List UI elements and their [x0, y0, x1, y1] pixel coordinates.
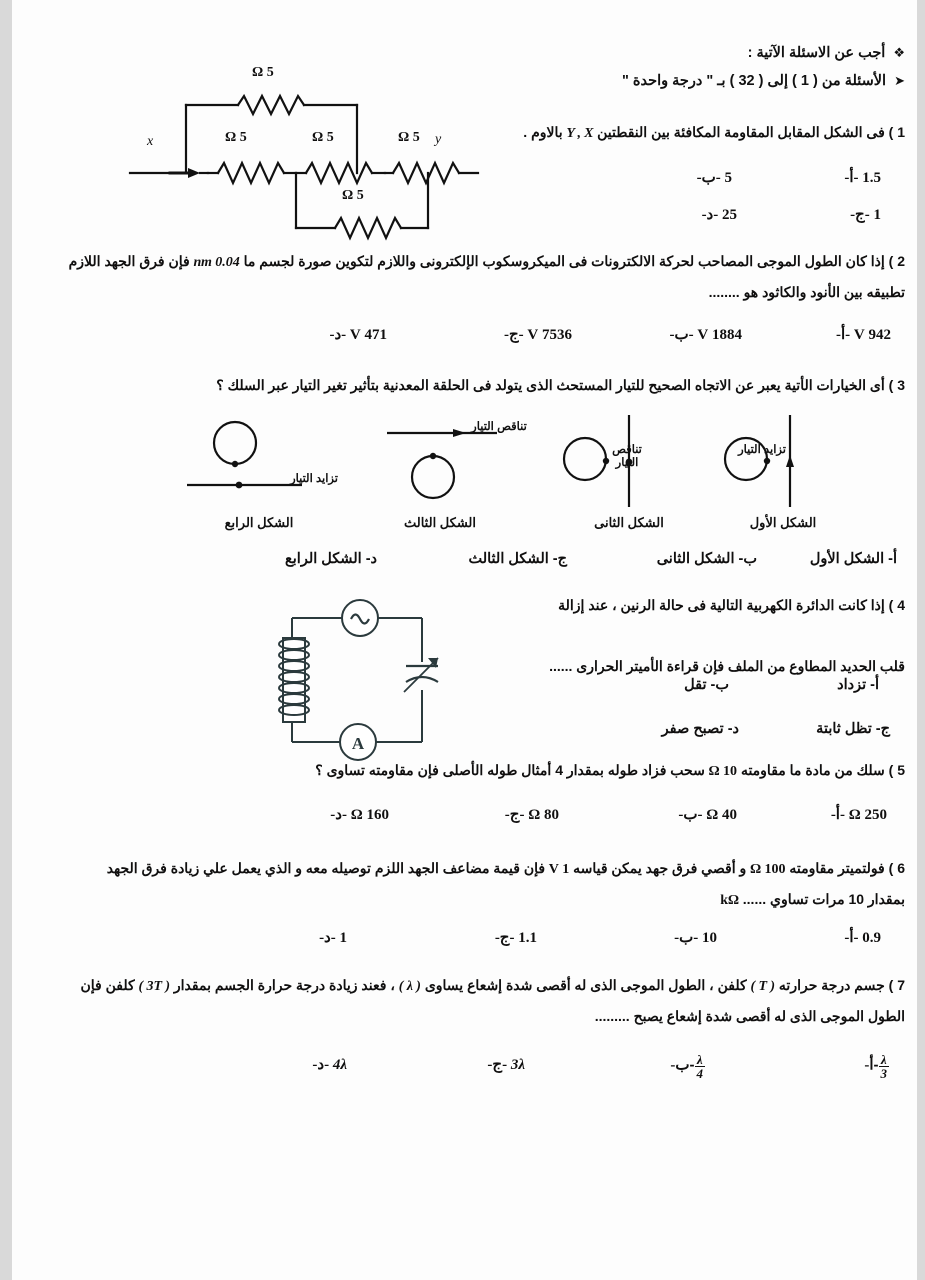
figure-two-caption: الشكل الثانى — [594, 515, 664, 530]
resistor-network-diagram — [130, 68, 480, 248]
question-7-option-d[interactable]: 4λ -د- — [312, 1057, 347, 1073]
option-b-value: تقل — [684, 677, 707, 693]
option-c-value: 1.1 — [518, 930, 537, 946]
question-5-option-a[interactable]: 250 Ω -أ- — [830, 807, 887, 823]
header-note-text: الأسئلة من ( 1 ) إلى ( 32 ) بـ " درجة واحدة " — [622, 73, 887, 89]
question-5-option-b[interactable]: 40 Ω -ب- — [678, 807, 737, 823]
paper-sheet — [12, 0, 917, 1280]
option-b-label: ب- — [696, 170, 716, 186]
figure-one-current-label: تزايد التيار — [738, 444, 786, 456]
figure-two-group — [547, 415, 697, 535]
question-2-line1 — [69, 253, 905, 271]
option-a-value: 942 V — [853, 327, 891, 343]
option-d-label: د- — [312, 1057, 325, 1073]
question-5-text — [315, 762, 905, 780]
header-instruction-text: أجب عن الاسئلة الآتية : — [747, 45, 886, 61]
option-d-label: د- — [727, 721, 739, 737]
question-1-option-a[interactable]: 1.5 -أ- — [844, 170, 881, 186]
option-c-label: ج- — [850, 207, 865, 223]
question-4-line2: قلب الحديد المطاوع من الملف فإن قراءة الأميتر الحرارى ...... — [549, 658, 905, 674]
option-b-value: الشكل الثانى — [656, 551, 735, 567]
question-2-line2: تطبيقه بين الأنود والكاثود هو ........ — [708, 284, 905, 300]
option-d-label: د- — [329, 327, 342, 343]
question-7-stem-c: ، فعند زيادة درجة حرارة الجسم بمقدار — [173, 977, 395, 993]
option-a-label: أ- — [864, 1057, 874, 1074]
question-7-line1 — [80, 977, 905, 995]
option-c-label: ج- — [503, 327, 519, 343]
figure-three-current-label: تناقص التيار — [471, 421, 527, 433]
figure-three-caption: الشكل الثالث — [404, 515, 476, 530]
header-instruction-row — [748, 45, 905, 61]
figure-four-caption: الشكل الرابع — [224, 515, 294, 530]
option-a-value: 1.5 — [862, 170, 881, 186]
header-note-row — [622, 73, 905, 89]
question-4-figure — [270, 600, 450, 765]
option-d-value: 4λ — [332, 1057, 347, 1073]
option-a-label: أ- — [870, 677, 879, 693]
question-7-option-c[interactable]: 3λ -ج- — [487, 1057, 525, 1073]
question-3-text: 3 ) أى الخيارات الأتية يعبر عن الاتجاه الصحيح للتيار المستحث الذى يتولد فى الحلقة المعدنية بتأثير تغير التيار عبر السلك ؟ — [216, 377, 905, 393]
option-d-label: د- — [701, 207, 714, 223]
question-6-stem: 6 ) فولتميتر مقاومته — [789, 860, 905, 876]
ammeter-label: A — [351, 734, 365, 753]
resistor-label-middle: 5 Ω — [312, 130, 334, 145]
question-6-line2 — [720, 891, 905, 909]
question-1-option-c[interactable]: 1 -ج- — [850, 207, 881, 223]
arrow-bullet-icon: ➤ — [894, 73, 905, 88]
option-b-label: ب- — [738, 551, 757, 567]
option-d-value: 160 Ω — [350, 807, 389, 823]
question-5-stem-tail: سحب فزاد طوله بمقدار 4 أمثال طوله الأصلى فإن مقاومته تساوى ؟ — [315, 762, 705, 778]
question-7-symbol-T: ( T ) — [750, 979, 776, 994]
option-d-value: الشكل الرابع — [285, 551, 362, 567]
option-c-value: 1 — [873, 207, 881, 223]
option-c-value: 80 Ω — [528, 807, 559, 823]
option-a-value: تزداد — [837, 677, 867, 693]
question-5-stem: 5 ) سلك من مادة ما مقاومته — [740, 762, 905, 778]
option-d-label: د- — [365, 551, 377, 567]
question-7-symbol-3T: ( 3T ) — [138, 979, 171, 994]
option-a-value: 0.9 — [862, 930, 881, 946]
question-4-option-a[interactable] — [837, 677, 879, 694]
question-6-option-c[interactable]: 1.1 -ج- — [494, 930, 537, 946]
question-3-option-d[interactable] — [285, 551, 377, 568]
question-3-option-b[interactable] — [657, 551, 757, 568]
resistor-label-bottom: 5 Ω — [342, 188, 364, 203]
option-d-value: 1 — [339, 930, 347, 946]
question-7-option-a[interactable]: $\frac{\lambda}{3}$ -أ- — [864, 1052, 887, 1081]
option-c-value: تظل ثابتة — [816, 721, 872, 737]
option-b-label: ب- — [674, 930, 694, 946]
question-7-stem: 7 ) جسم درجة حرارته — [778, 977, 905, 993]
question-1-symbols: Y , X — [566, 126, 594, 141]
question-2-wavelength-value: 0.04 nm — [193, 255, 240, 270]
question-6-option-b[interactable]: 10 -ب- — [674, 930, 717, 946]
question-3-figures — [152, 415, 852, 535]
question-5-option-d[interactable]: 160 Ω -د- — [330, 807, 389, 823]
question-6-option-a[interactable]: 0.9 -أ- — [844, 930, 881, 946]
question-2-option-b[interactable]: 1884 V -ب- — [669, 327, 742, 343]
option-c-label: ج- — [552, 551, 567, 567]
option-b-fraction — [695, 1053, 706, 1080]
question-4-line1: 4 ) إذا كانت الدائرة الكهربية التالية فى حالة الرنين ، عند إزالة — [558, 597, 905, 613]
question-5-option-c[interactable]: 80 Ω -ج- — [504, 807, 559, 823]
question-2-stem: 2 ) إذا كان الطول الموجى المصاحب لحركة الالكترونات فى الميكروسكوب الإلكترونى واللازم لتكوين صورة لجسم ما — [243, 253, 905, 269]
question-3-option-a[interactable] — [810, 551, 897, 568]
option-b-label: ب- — [678, 807, 698, 823]
question-7-stem-b: كلفن ، الطول الموجى الذى له أقصى شدة إشعاع يساوى — [424, 977, 747, 993]
question-4-option-d[interactable] — [662, 721, 739, 738]
figure-two-current-label: تناقص التيار — [612, 444, 642, 469]
figure-four-diagram — [167, 415, 347, 510]
option-c-value: 7536 V — [527, 327, 572, 343]
resistor-label-right: 5 Ω — [398, 130, 420, 145]
resistor-label-left: 5 Ω — [225, 130, 247, 145]
option-c-value: 3λ — [510, 1057, 525, 1073]
option-c-label: ج- — [875, 721, 890, 737]
question-2-option-c[interactable]: 7536 V -ج- — [503, 327, 572, 343]
option-b-label: ب- — [710, 677, 729, 693]
question-5-resistance-value: 10 Ω — [708, 764, 738, 779]
option-a-label: أ- — [888, 551, 897, 567]
option-a-fraction — [879, 1053, 890, 1080]
figure-four-current-label: تزايد التيار — [290, 473, 338, 485]
option-a-numerator: λ — [880, 1052, 887, 1067]
lcr-resonance-circuit-diagram — [270, 600, 450, 765]
option-c-value: الشكل الثالث — [468, 551, 549, 567]
question-6-resistance-value: 100 Ω — [749, 862, 786, 877]
question-6-option-d[interactable]: 1 -د- — [319, 930, 347, 946]
question-2-option-a[interactable]: 942 V -أ- — [835, 327, 891, 343]
option-c-label: ج- — [504, 807, 520, 823]
option-d-value: 25 — [722, 207, 737, 223]
diamond-bullet-icon: ❖ — [893, 45, 905, 60]
figure-four-group — [167, 415, 347, 535]
figure-one-group — [712, 415, 852, 535]
option-d-label: د- — [330, 807, 342, 823]
question-6-line2-text: بمقدار 10 مرات تساوي ...... — [742, 891, 905, 907]
resistor-label-top: 5 Ω — [252, 65, 274, 80]
option-a-label: أ- — [844, 930, 854, 946]
question-4-option-b[interactable] — [684, 677, 729, 694]
option-a-label: أ- — [835, 327, 846, 343]
question-1-text — [523, 124, 905, 142]
option-a-label: أ- — [830, 807, 840, 823]
node-label-x: x — [147, 134, 154, 149]
question-6-stem-mid: و أقصي فرق جهد يمكن قياسه — [573, 860, 747, 876]
option-b-value: 40 Ω — [706, 807, 737, 823]
question-1-tail: بالاوم . — [523, 124, 563, 140]
question-4-option-c[interactable] — [816, 721, 890, 738]
option-b-value: 5 — [724, 170, 732, 186]
question-6-stem-tail: فإن قيمة مضاعف الجهد اللزم توصيله معه و الذي يعمل علي زيادة فرق الجهد — [106, 860, 546, 876]
question-1-option-b[interactable]: 5 -ب- — [696, 170, 732, 186]
question-1-option-d[interactable]: 25 -د- — [701, 207, 737, 223]
question-7-stem-d: كلفن فإن — [80, 977, 135, 993]
figure-one-caption: الشكل الأول — [749, 515, 817, 530]
option-c-label: ج- — [494, 930, 510, 946]
option-d-label: د- — [319, 930, 331, 946]
question-1-stem: 1 ) فى الشكل المقابل المقاومة المكافئة بين النقطتين — [597, 124, 905, 140]
figure-one-diagram — [712, 415, 852, 510]
option-a-value: 250 Ω — [848, 807, 887, 823]
option-d-value: تصبح صفر — [661, 721, 724, 737]
node-label-y: y — [435, 132, 442, 147]
question-7-option-b[interactable]: $\frac{\lambda}{4}$ -ب- — [670, 1052, 703, 1081]
question-6-voltage-value: 1 V — [548, 862, 570, 877]
figure-three-group — [357, 415, 527, 535]
option-b-value: 10 — [702, 930, 717, 946]
option-b-label: ب- — [670, 1057, 690, 1074]
option-b-value: 1884 V — [697, 327, 742, 343]
question-1-figure — [130, 65, 480, 248]
question-3-option-c[interactable] — [468, 551, 567, 568]
question-2-stem-tail: فإن فرق الجهد اللازم — [68, 253, 190, 269]
option-a-denominator: 3 — [880, 1066, 887, 1081]
option-b-label: ب- — [669, 327, 689, 343]
question-6-line1 — [107, 860, 905, 878]
option-c-label: ج- — [487, 1057, 503, 1073]
option-a-label: أ- — [844, 170, 854, 186]
question-7-line2: الطول الموجى الذى له أقصى شدة إشعاع يصبح ......... — [594, 1008, 905, 1024]
option-d-value: 471 V — [349, 327, 387, 343]
option-b-numerator: λ — [696, 1052, 703, 1067]
question-7-symbol-lambda: ( λ ) — [398, 979, 421, 994]
question-6-unit: kΩ — [720, 893, 739, 908]
question-2-option-d[interactable]: 471 V -د- — [329, 327, 387, 343]
option-a-value: الشكل الأول — [809, 551, 885, 567]
option-b-denominator: 4 — [696, 1066, 703, 1081]
